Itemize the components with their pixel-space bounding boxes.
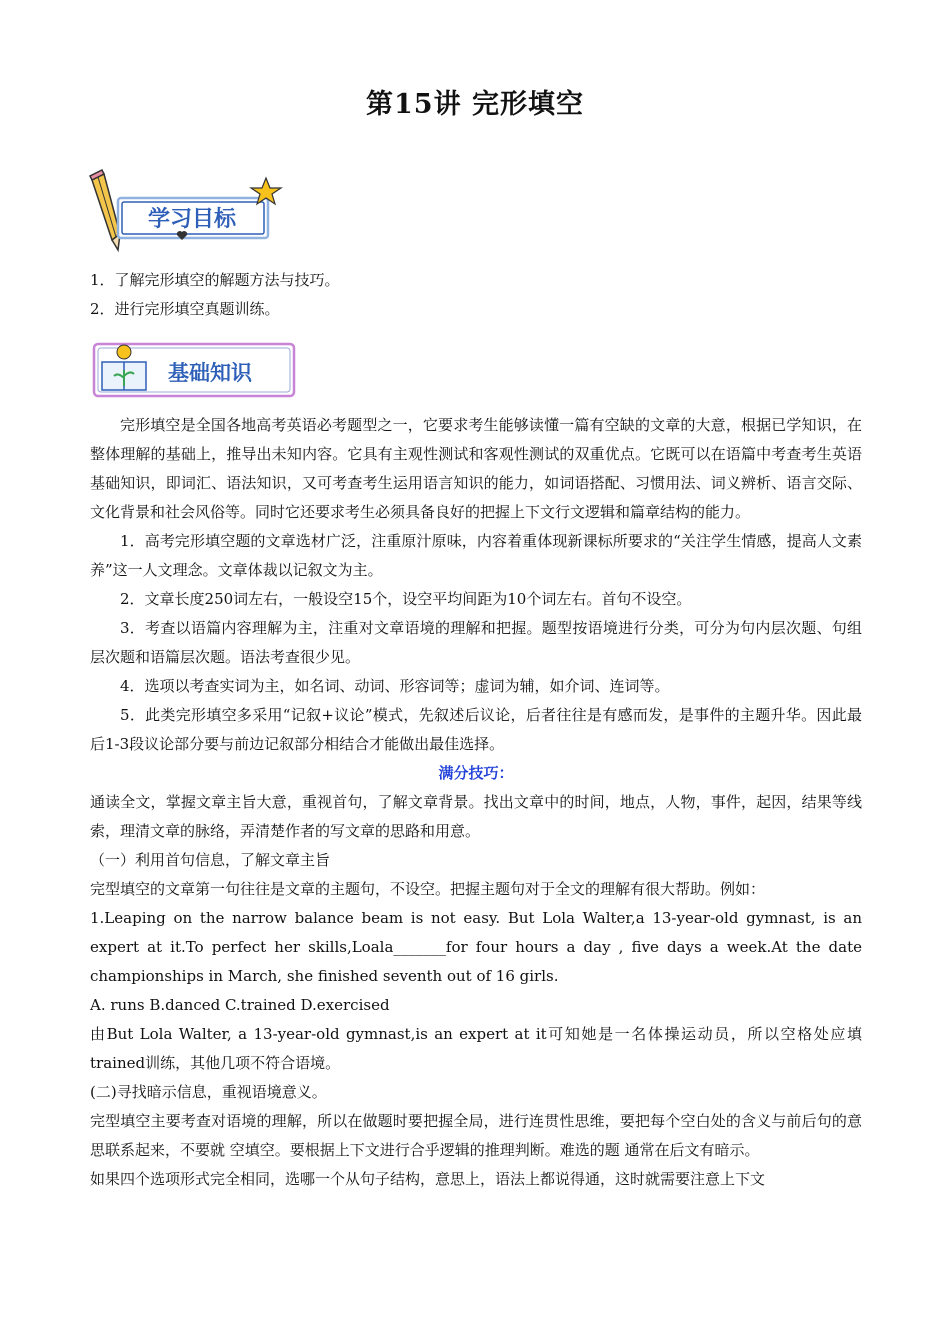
point-paragraph: 1．高考完形填空题的文章选材广泛，注重原汁原味，内容着重体现新课标所要求的“关注学生情感，提高人文素养”这一人文理念。文章体裁以记叙文为主。 bbox=[90, 532, 862, 579]
section-heading: （一）利用首句信息，了解文章主旨 bbox=[90, 851, 331, 869]
example-explanation: 由But Lola Walter, a 13-year-old gymnast,is an expert at it可知她是一名体操运动员，所以空格处应填trained训练，其他几项不符合语境。 bbox=[90, 1025, 862, 1072]
skills-heading: 满分技巧： bbox=[438, 764, 514, 782]
example-options: A. runs B.danced C.trained D.exercised bbox=[90, 996, 390, 1014]
section-paragraph: 完型填空的文章第一句往往是文章的主题句，不设空。把握主题句对于全文的理解有很大帮助。例如： bbox=[90, 880, 766, 898]
knowledge-body bbox=[90, 411, 862, 1194]
point-paragraph: 2．文章长度250词左右，一般设空15个，设空平均间距为10个词左右。首句不设空。 bbox=[120, 590, 692, 608]
intro-paragraph: 完形填空是全国各地高考英语必考题型之一，它要求考生能够读懂一篇有空缺的文章的大意，根据已学知识，在整体理解的基础上，推导出未知内容。它具有主观性测试和客观性测试的双重优点。它既可以在语篇中考查考生英语基础知识，即词汇、语法知识，又可考查考生运用语言知识的能力，如词语搭配、习惯用法、词义辨析、语言交际、文化背景和社会风俗等。同时它还要求考生必须具备良好的把握上下文行文逻辑和篇章结构的能力。 bbox=[90, 416, 862, 521]
learning-goals-label: 学习目标 bbox=[147, 207, 237, 232]
point-paragraph: 3．考查以语篇内容理解为主，注重对文章语境的理解和把握。题型按语境进行分类，可分为句内层次题、句组层次题和语篇层次题。语法考查很少见。 bbox=[90, 619, 862, 666]
point-paragraph: 5．此类完形填空多采用“记叙+议论”模式，先叙述后议论，后者往往是有感而发，是事件的主题升华。因此最后1-3段议论部分要与前边记叙部分相结合才能做出最佳选择。 bbox=[90, 706, 862, 753]
goal-item: 2．进行完形填空真题训练。 bbox=[90, 300, 280, 318]
goal-item: 1．了解完形填空的解题方法与技巧。 bbox=[90, 271, 340, 289]
pencil-icon bbox=[90, 170, 120, 250]
basic-knowledge-banner bbox=[90, 340, 300, 402]
example-passage: 1.Leaping on the narrow balance beam is not easy. But Lola Walter,a 13-year-old gymnast, is an expert at it.To perfect her skills,Loala_______for four hours a day , five days a week.At the date championships in March, she finished seventh out of 16 girls. bbox=[90, 909, 862, 985]
section-paragraph: 如果四个选项形式完全相同，选哪一个从句子结构，意思上，语法上都说得通，这时就需要注意上下文 bbox=[90, 1170, 766, 1188]
section-paragraph: 完型填空主要考查对语境的理解，所以在做题时要把握全局，进行连贯性思维，要把每个空白处的含义与前后句的意思联系起来，不要就 空填空。要根据上下文进行合乎逻辑的推理判断。难选的题 通常在后文有暗示。 bbox=[90, 1112, 862, 1159]
learning-goals-banner bbox=[86, 168, 286, 254]
section-heading: (二)寻找暗示信息，重视语境意义。 bbox=[90, 1083, 327, 1101]
point-paragraph: 4．选项以考查实词为主，如名词、动词、形容词等；虚词为辅，如介词、连词等。 bbox=[120, 677, 670, 695]
skills-intro: 通读全文，掌握文章主旨大意，重视首句，了解文章背景。找出文章中的时间，地点，人物，事件，起因，结果等线索，理清文章的脉络，弄清楚作者的写文章的思路和用意。 bbox=[90, 793, 862, 840]
goals-list bbox=[90, 266, 862, 324]
page-title: 第15讲 完形填空 bbox=[366, 89, 584, 120]
basic-knowledge-label: 基础知识 bbox=[168, 361, 252, 385]
